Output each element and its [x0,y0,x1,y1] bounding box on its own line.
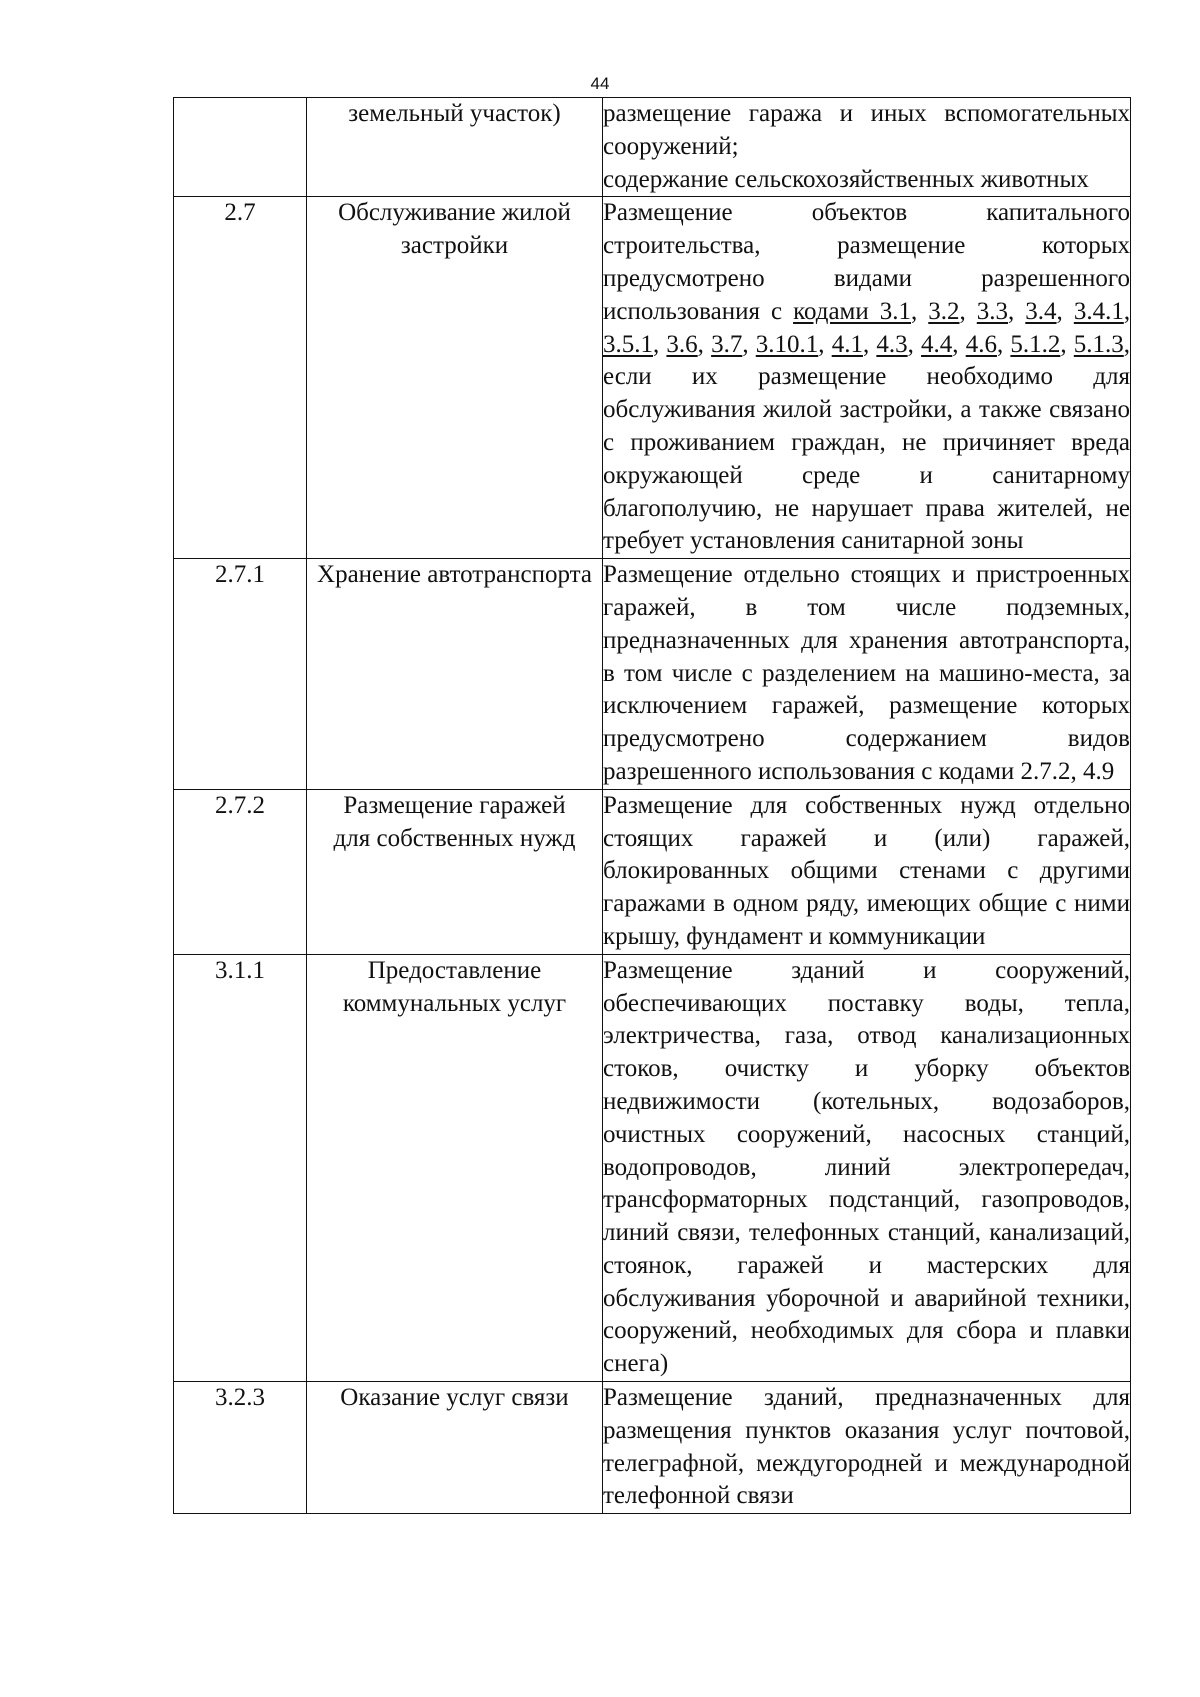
name-cell: Размещение гаражей для собственных нужд [307,789,603,954]
description-paragraph: Размещение для собственных нужд отдельно стоящих гаражей и (или) гаражей, блокированных общими стенами с другими гаражами в одном ряду, имеющих общие с ними крышу, фундамент и коммуникации [603,791,1130,950]
code-reference-link[interactable]: 5.1.2 [1010,330,1061,358]
code-reference-link[interactable]: 3.5.1 [603,330,653,358]
code-cell: 2.7.2 [174,789,307,954]
code-reference-link[interactable]: 3.4 [1025,297,1057,325]
description-paragraph: размещение гаража и иных вспомогательных сооружений; [603,100,1130,160]
description-cell [603,98,1131,197]
description-paragraph: Размещение объектов капитального строительства, размещение которых предусмотрено видами разрешенного использования с кодами 3.1, 3.2, 3.3, 3.4, 3.4.1, 3.5.1, 3.6, 3.7, 3.10.1, 4.1, 4.3, 4.4, 4.6, 5.1.2, 5.1.3, если их размещение необходимо для обслуживания жилой застройки, а также связано с проживанием граждан, не причиняет вреда окружающей среде и санитарному благополучию, не нарушает права жителей, не требует установления санитарной зоны [603,199,1131,555]
description-cell [603,559,1131,790]
description-cell [603,789,1131,954]
code-reference-link[interactable]: 3.7 [711,330,743,358]
description-cell [603,954,1131,1381]
code-reference-link[interactable]: 3.4.1 [1073,297,1124,325]
description-paragraph: Размещение зданий и сооружений, обеспечивающих поставку воды, тепла, электричества, газа, отвод канализационных стоков, очистку и уборку объектов недвижимости (котельных, водозаборов, очистных сооружений, насосных станций, водопроводов, линий электропередач, трансформаторных подстанций, газопроводов, линий связи, телефонных станций, канализаций, стоянок, гаражей и мастерских для обслуживания уборочной и аварийной техники, сооружений, необходимых для сбора и плавки снега) [603,956,1130,1378]
page-number: 44 [590,74,610,93]
table-row [174,559,1131,790]
name-cell: Хранение автотранспорта [307,559,603,790]
code-reference-link[interactable]: 4.4 [921,330,953,358]
code-reference-link[interactable]: 3.6 [666,330,698,358]
code-cell: 3.1.1 [174,954,307,1381]
code-reference-link[interactable]: кодами 3.1 [793,297,911,325]
name-cell: Оказание услуг связи [307,1382,603,1514]
code-reference-link[interactable]: 4.1 [831,330,863,358]
code-reference-link[interactable]: 4.6 [965,330,997,358]
table-row [174,1382,1131,1514]
name-cell: Обслуживание жилой застройки [307,197,603,559]
table-row [174,954,1131,1381]
code-reference-link[interactable]: 3.2 [928,297,960,325]
table-row [174,98,1131,197]
description-text: Размещение объектов капитального строительства, размещение которых предусмотрено видами разрешенного использования с [603,199,1130,325]
description-paragraph: Размещение зданий, предназначенных для размещения пунктов оказания услуг почтовой, телеграфной, междугородней и международной телефонной связи [603,1384,1130,1510]
table-row [174,197,1131,559]
name-cell: земельный участок) [307,98,603,197]
code-reference-link[interactable]: 3.3 [976,297,1009,325]
description-paragraph: содержание сельскохозяйственных животных [603,165,1089,193]
description-paragraph: Размещение отдельно стоящих и пристроенных гаражей, в том числе подземных, предназначенных для хранения автотранспорта, в том числе с разделением на машино-места, за исключением гаражей, размещение которых предусмотрено содержанием видов разрешенного использования с кодами 2.7.2, 4.9 [603,561,1130,785]
name-cell: Предоставление коммунальных услуг [307,954,603,1381]
code-reference-link[interactable]: 3.10.1 [755,330,819,358]
code-reference-link[interactable]: 5.1.3 [1073,330,1124,358]
description-text: , если их размещение необходимо для обслуживания жилой застройки, а также связано с проживанием граждан, не причиняет вреда окружающей среде и санитарному благополучию, не нарушает права жителей, не требует установления санитарной зоны [603,330,1131,555]
land-use-table [173,97,1131,1514]
code-cell: 2.7.1 [174,559,307,790]
description-cell [603,197,1131,559]
code-cell [174,98,307,197]
code-reference-link[interactable]: 4.3 [876,330,908,358]
table-row [174,789,1131,954]
description-cell [603,1382,1131,1514]
code-cell: 3.2.3 [174,1382,307,1514]
code-cell: 2.7 [174,197,307,559]
